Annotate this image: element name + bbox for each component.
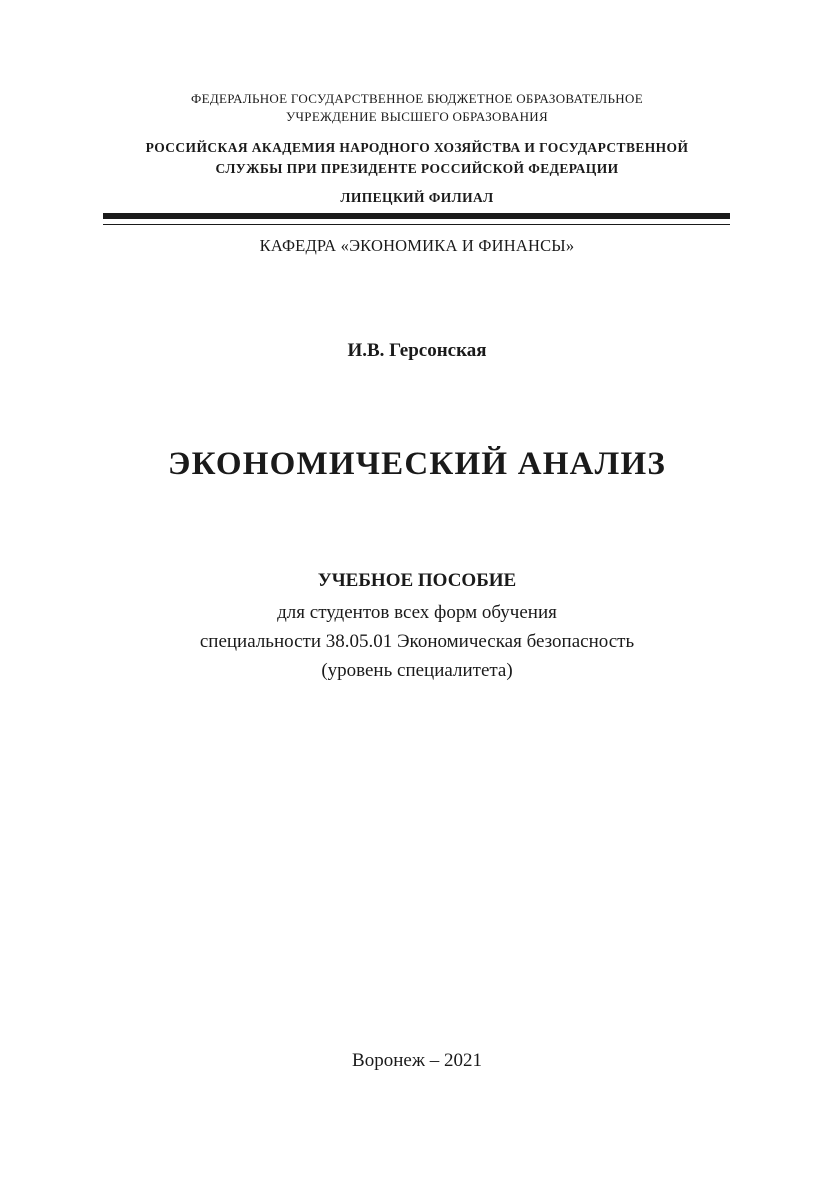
academy-line-1: РОССИЙСКАЯ АКАДЕМИЯ НАРОДНОГО ХОЗЯЙСТВА И ГОСУДАРСТВЕННОЙ: [145, 140, 689, 155]
department-name: КАФЕДРА «ЭКОНОМИКА И ФИНАНСЫ»: [259, 236, 575, 255]
level-line: (уровень специалитета): [321, 660, 513, 681]
institution-line-1: ФЕДЕРАЛЬНОЕ ГОСУДАРСТВЕННОЕ БЮДЖЕТНОЕ ОБРАЗОВАТЕЛЬНОЕ: [191, 91, 643, 106]
institution-line-2: УЧРЕЖДЕНИЕ ВЫСШЕГО ОБРАЗОВАНИЯ: [286, 109, 548, 124]
specialty-line: специальности 38.05.01 Экономическая безопасность: [199, 631, 635, 652]
branch-name: ЛИПЕЦКИЙ ФИЛИАЛ: [340, 190, 494, 205]
author-name: И.В. Герсонская: [347, 340, 487, 361]
publication-type: УЧЕБНОЕ ПОСОБИЕ: [317, 570, 517, 591]
header-thick-rule: [103, 213, 730, 219]
book-title: ЭКОНОМИЧЕСКИЙ АНАЛИЗ: [168, 446, 666, 482]
academy-line-2: СЛУЖБЫ ПРИ ПРЕЗИДЕНТЕ РОССИЙСКОЙ ФЕДЕРАЦИИ: [215, 161, 619, 176]
city-year-imprint: Воронеж – 2021: [352, 1050, 482, 1071]
audience-line: для студентов всех форм обучения: [277, 602, 557, 623]
header-thin-rule: [103, 224, 730, 225]
